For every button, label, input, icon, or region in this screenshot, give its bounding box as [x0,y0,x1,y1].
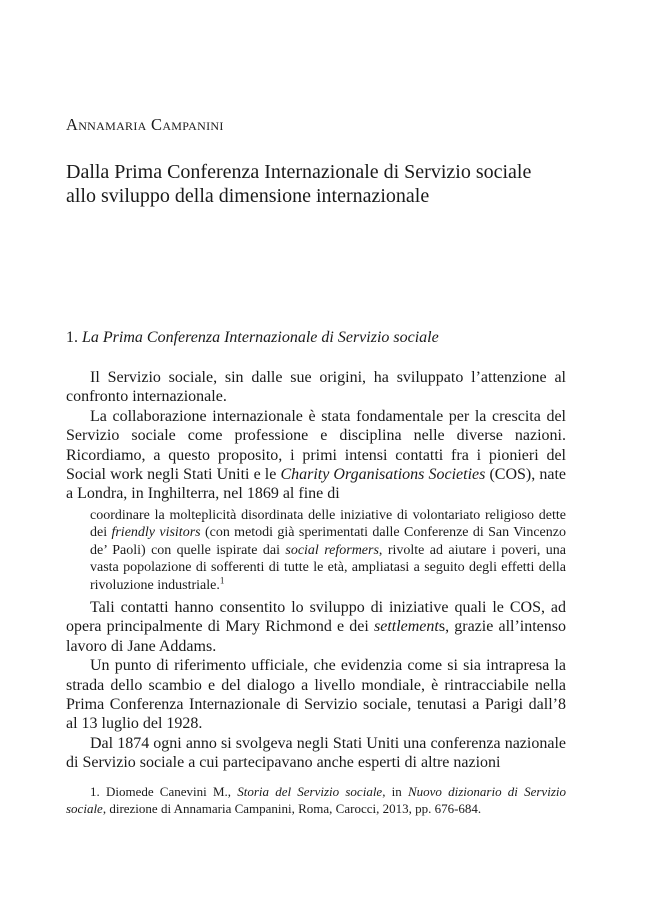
section-number: 1. [66,329,78,346]
quote-italic-friendly-visitors: friendly visitors [111,525,201,541]
paragraph-2-text-a: La collaborazione internazionale è stata fondamentale per la crescita del Servizio sociale come professione e disciplina nelle diverse nazioni. Ricordiamo, a questo proposito, i primi intensi contatti fra i pionieri del Social work negli Stati Uniti e le [66,407,566,484]
chapter-title-line-2: allo sviluppo della dimensione internazionale [66,185,430,207]
author-name: Annamaria Campanini [66,115,224,134]
paragraph-3 [66,598,566,656]
paragraph-3-italic-settlement: settlement [373,618,439,636]
chapter-title-line-1: Dalla Prima Conferenza Internazionale di Servizio sociale [66,161,532,183]
paragraph-4: Un punto di riferimento ufficiale, che evidenzia come si sia intrapresa la strada dello scambio e del dialogo a livello mondiale, è rintracciabile nella Prima Conferenza Internazionale di Servizio sociale, tenutasi a Parigi dall’8 al 13 luglio del 1928. [66,657,566,733]
footnote-text-b: , in [382,784,408,799]
footnote-text-a: 1. Diomede Canevini M., [90,784,238,799]
quote-text-c: , rivolte ad aiutare i poveri, una vasta popolazione di sofferenti di tutte le età, ampliatasi a seguito degli effetti della rivoluzione industriale. [90,542,566,593]
section-heading [66,328,566,348]
footnote-reference[interactable]: 1 [219,574,225,585]
footnote-text-c: , direzione di Annamaria Campanini, Roma, Carocci, 2013, pp. 676-684. [102,801,482,816]
body-text-2 [66,598,566,773]
footnote [66,783,566,817]
quote-text-a: coordinare la molteplicità disordinata delle iniziative di volontariato religioso dette dei [90,508,566,541]
quote-text-b: (con metodi già sperimentati dalle Conferenze di San Vincenzo de’ Paoli) con quelle ispirate dai [90,525,566,558]
paragraph-1: Il Servizio sociale, sin dalle sue origini, ha sviluppato l’attenzione al confronto internazionale. [66,369,566,406]
paragraph-5: Dal 1874 ogni anno si svolgeva negli Stati Uniti una conferenza nazionale di Servizio sociale a cui partecipavano anche esperti di altre nazioni [66,734,566,772]
section-heading-text: La Prima Conferenza Internazionale di Servizio sociale [82,329,439,346]
quote-italic-social-reformers: social reformers [285,542,379,558]
footnote-italic-storia: Storia del Servizio sociale [237,784,383,799]
footnote-italic-dizionario: Nuovo dizionario di Servizio sociale [66,784,566,816]
paragraph-2-italic-cos: Charity Organisations Societies [280,466,486,484]
body-text-1 [66,368,566,504]
paragraph-3-text-a: Tali contatti hanno consentito lo sviluppo di iniziative quali le COS, ad opera principalmente di Mary Richmond e dei [66,599,566,636]
chapter-title [66,160,566,208]
paragraph-3-text-b: s, grazie all’intenso lavoro di Jane Addams. [66,618,567,655]
paragraph-2-text-b: (COS), nate a Londra, in Inghilterra, nel 1869 al fine di [66,466,567,503]
block-quote [90,507,566,594]
paragraph-2 [66,407,566,504]
